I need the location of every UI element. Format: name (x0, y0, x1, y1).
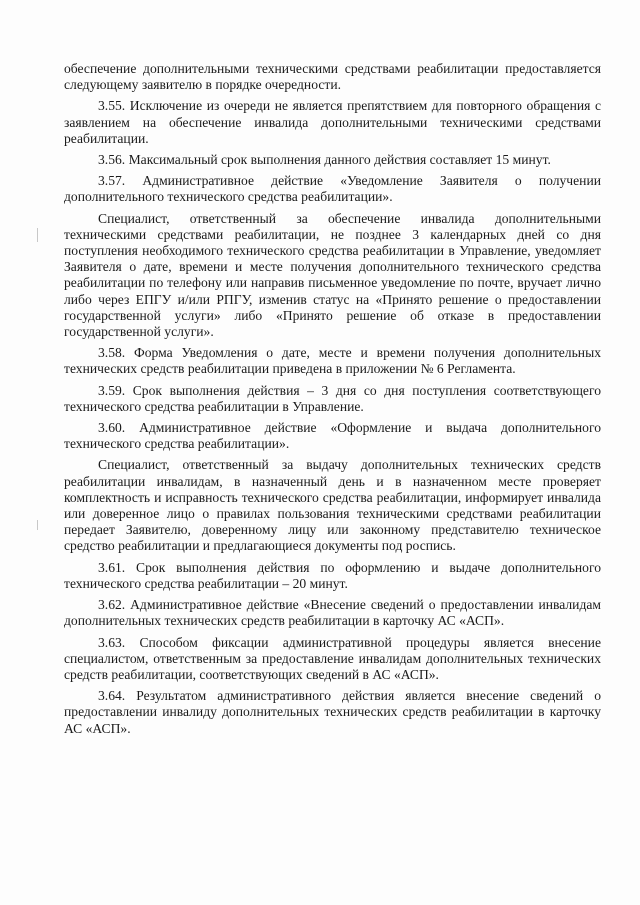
paragraph-3-63: 3.63. Способом фиксации административной процедуры является внесение специалистом, ответственным за предоставление инвалидам дополнительных технических средств реабилитации, соответствующих сведений в АС «АСП». (64, 634, 601, 682)
paragraph-3-55: 3.55. Исключение из очереди не является препятствием для повторного обращения с заявлением на обеспечение инвалида дополнительными техническими средствами реабилитации. (64, 98, 601, 146)
paragraph-3-61: 3.61. Срок выполнения действия по оформлению и выдаче дополнительного технического средства реабилитации – 20 минут. (64, 559, 601, 591)
paragraph-3-60: 3.60. Административное действие «Оформление и выдача дополнительного технического средства реабилитации». (64, 420, 601, 452)
paragraph-3-58: 3.58. Форма Уведомления о дате, месте и времени получения дополнительных технических средств реабилитации приведена в приложении № 6 Регламента. (64, 345, 601, 377)
paragraph-3-59: 3.59. Срок выполнения действия – 3 дня со дня поступления соответствующего технического средства реабилитации в Управление. (64, 382, 601, 414)
paragraph-3-64: 3.64. Результатом административного действия является внесение сведений о предоставлении инвалиду дополнительных технических средств реабилитации в карточку АС «АСП». (64, 688, 601, 736)
paragraph-3-62: 3.62. Административное действие «Внесение сведений о предоставлении инвалидам дополнительных технических средств реабилитации в карточку АС «АСП». (64, 597, 601, 629)
scan-margin-line (37, 228, 38, 242)
paragraph-continuation: обеспечение дополнительными техническими средствами реабилитации предоставляется следующему заявителю в порядке очередности. (64, 61, 601, 93)
paragraph-specialist-issuance: Специалист, ответственный за выдачу дополнительных технических средств реабилитации инвалидам, в назначенный день и в назначенном месте проверяет комплектность и исправность технического средства реабилитации, информирует инвалида или доверенное лицо о правилах пользования техническими средствами реабилитации передает Заявителю, доверенному лицу или законному представителю техническое средство реабилитации и предлагающиеся документы под роспись. (64, 457, 601, 554)
paragraph-3-57: 3.57. Административное действие «Уведомление Заявителя о получении дополнительного технического средства реабилитации». (64, 173, 601, 205)
document-body (64, 61, 601, 742)
paragraph-specialist-notification: Специалист, ответственный за обеспечение инвалида дополнительными техническими средствами реабилитации, не позднее 3 календарных дней со дня поступления необходимого технического средства реабилитации в Управление, уведомляет Заявителя о дате, времени и месте получения дополнительного технического средства реабилитации по телефону или направив письменное уведомление по почте, вручает лично либо через ЕПГУ и/или РПГУ, изменив статус на «Принято решение о предоставлении государственной услуги» либо «Принято решение об отказе в предоставлении государственной услуги». (64, 210, 601, 340)
paragraph-3-56: 3.56. Максимальный срок выполнения данного действия составляет 15 минут. (98, 152, 551, 168)
scan-margin-line (37, 520, 38, 530)
